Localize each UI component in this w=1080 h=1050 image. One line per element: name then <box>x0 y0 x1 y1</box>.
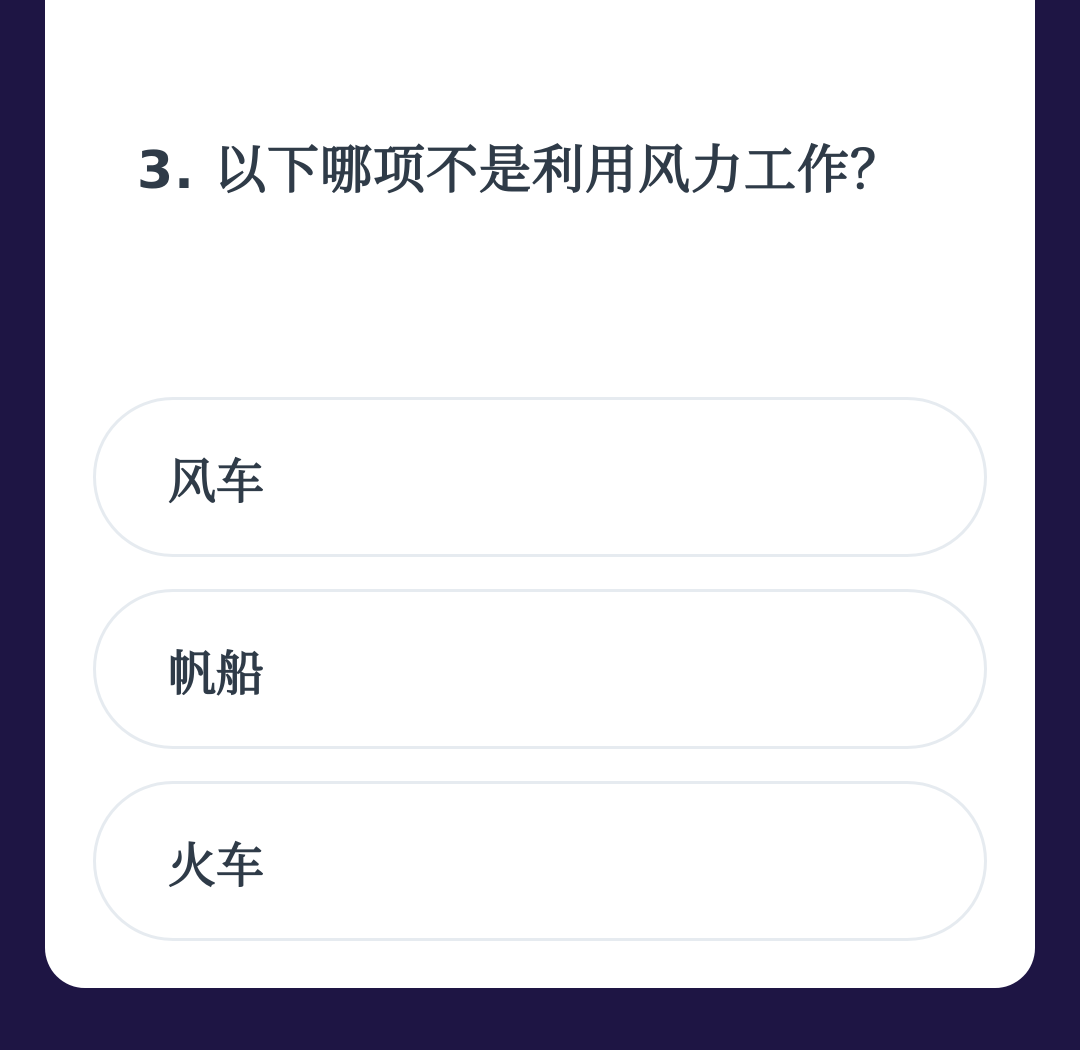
question-text: 3. 以下哪项不是利用风力工作？ <box>137 141 904 201</box>
answer-option-label: 风车 <box>168 453 265 510</box>
answer-option-windmill[interactable] <box>93 397 987 557</box>
answer-option-sailboat[interactable] <box>93 589 987 749</box>
answer-option-train[interactable] <box>93 781 987 941</box>
answer-option-label: 火车 <box>168 837 265 894</box>
quiz-card <box>45 0 1035 988</box>
answer-option-label: 帆船 <box>168 645 265 702</box>
